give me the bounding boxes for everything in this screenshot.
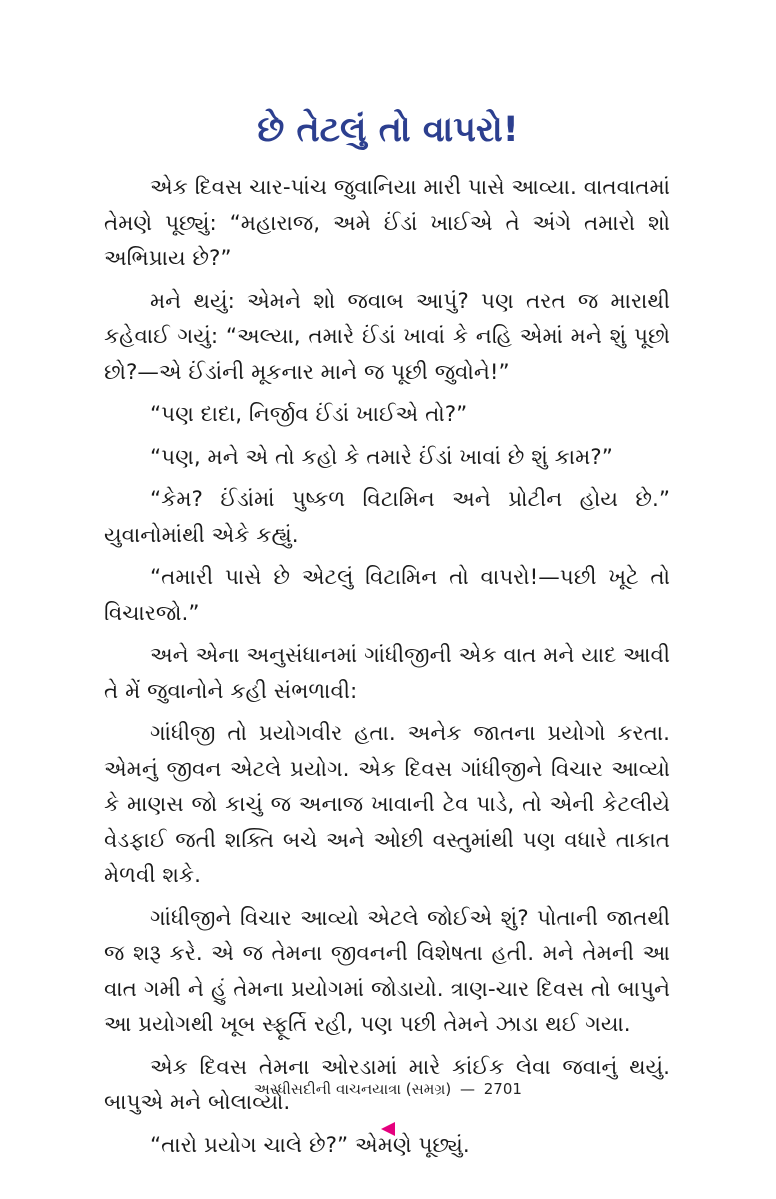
paragraph-6: “તમારી પાસે છે એટલું વિટામિન તો વાપરો!—પછી ખૂટે તો વિચારજો.” — [104, 565, 670, 626]
paragraph-10: એક દિવસ તેમના ઓરડામાં મારે કાંઈક લેવા જવાનું થયું. બાપુએ મને બોલાવ્યો. — [104, 1054, 670, 1115]
paragraph-2: મને થયું: એમને શો જવાબ આપું? પણ તરત જ મારાથી કહેવાઈ ગયું: “અલ્યા, તમારે ઈંડાં ખાવાં કે નહિ એમાં મને શું પૂછો છો?—એ ઈંડાંની મૂકનાર માને જ પૂછી જુવોને!” — [104, 288, 670, 385]
paragraph-9: ગાંધીજીને વિચાર આવ્યો એટલે જોઈએ શું? પોતાની જાતથી જ શરૂ કરે. એ જ તેમના જીવનની વિશેષતા હતી. મને તેમની આ વાત ગમી ને હું તેમના પ્રયોગમાં જોડાયો. ત્રાણ-ચાર દિવસ તો બાપુને આ પ્રયોગથી ખૂબ સ્ફૂર્તિ રહી, પણ પછી તેમને ઝાડા થઈ ગયા. — [104, 905, 670, 1037]
page-title: છે તેટલું તો વાપરો! — [257, 110, 519, 150]
triangle-left-icon[interactable] — [381, 1122, 395, 1136]
paragraph-4: “પણ, મને એ તો કહો કે તમારે ઈંડાં ખાવાં છે શું કામ?” — [150, 444, 613, 470]
book-title: અરધીસદીની વાચનયાત્રા (સમગ્ર) — [254, 1080, 452, 1098]
article-body — [104, 170, 670, 1170]
footer-separator: — — [459, 1080, 475, 1098]
page-footer — [0, 1080, 776, 1098]
paragraph-8: ગાંધીજી તો પ્રયોગવીર હતા. અનેક જાતના પ્રયોગો કરતા. એમનું જીવન એટલે પ્રયોગ. એક દિવસ ગાંધીજીને વિચાર આવ્યો કે માણસ જો કાચું જ અનાજ ખાવાની ટેવ પાડે, તો એની કેટલીયે વેડફાઈ જતી શક્તિ બચે અને ઓછી વસ્તુમાંથી પણ વધારે તાકાત મેળવી શકે. — [104, 721, 670, 888]
page-number: 2701 — [483, 1080, 522, 1098]
paragraph-1: એક દિવસ ચાર-પાંચ જુવાનિયા મારી પાસે આવ્યા. વાતવાતમાં તેમણે પૂછ્યું: “મહારાજ, અમે ઈંડાં ખાઈએ તે અંગે તમારો શો અભિપ્રાય છે?” — [104, 175, 670, 271]
paragraph-11: “તારો પ્રયોગ ચાલે છે?” એમણે પૂછ્યું. — [150, 1132, 470, 1158]
paragraph-5: “કેમ? ઈંડાંમાં પુષ્કળ વિટામિન અને પ્રોટીન હોય છે.” યુવાનોમાંથી એકે કહ્યું. — [104, 487, 670, 548]
paragraph-7: અને એના અનુસંધાનમાં ગાંધીજીની એક વાત મને યાદ આવી તે મેં જુવાનોને કહી સંભળાવી: — [104, 643, 670, 704]
paragraph-3: “પણ દાદા, નિર્જીવ ઈંડાં ખાઈએ તો?” — [150, 402, 468, 427]
